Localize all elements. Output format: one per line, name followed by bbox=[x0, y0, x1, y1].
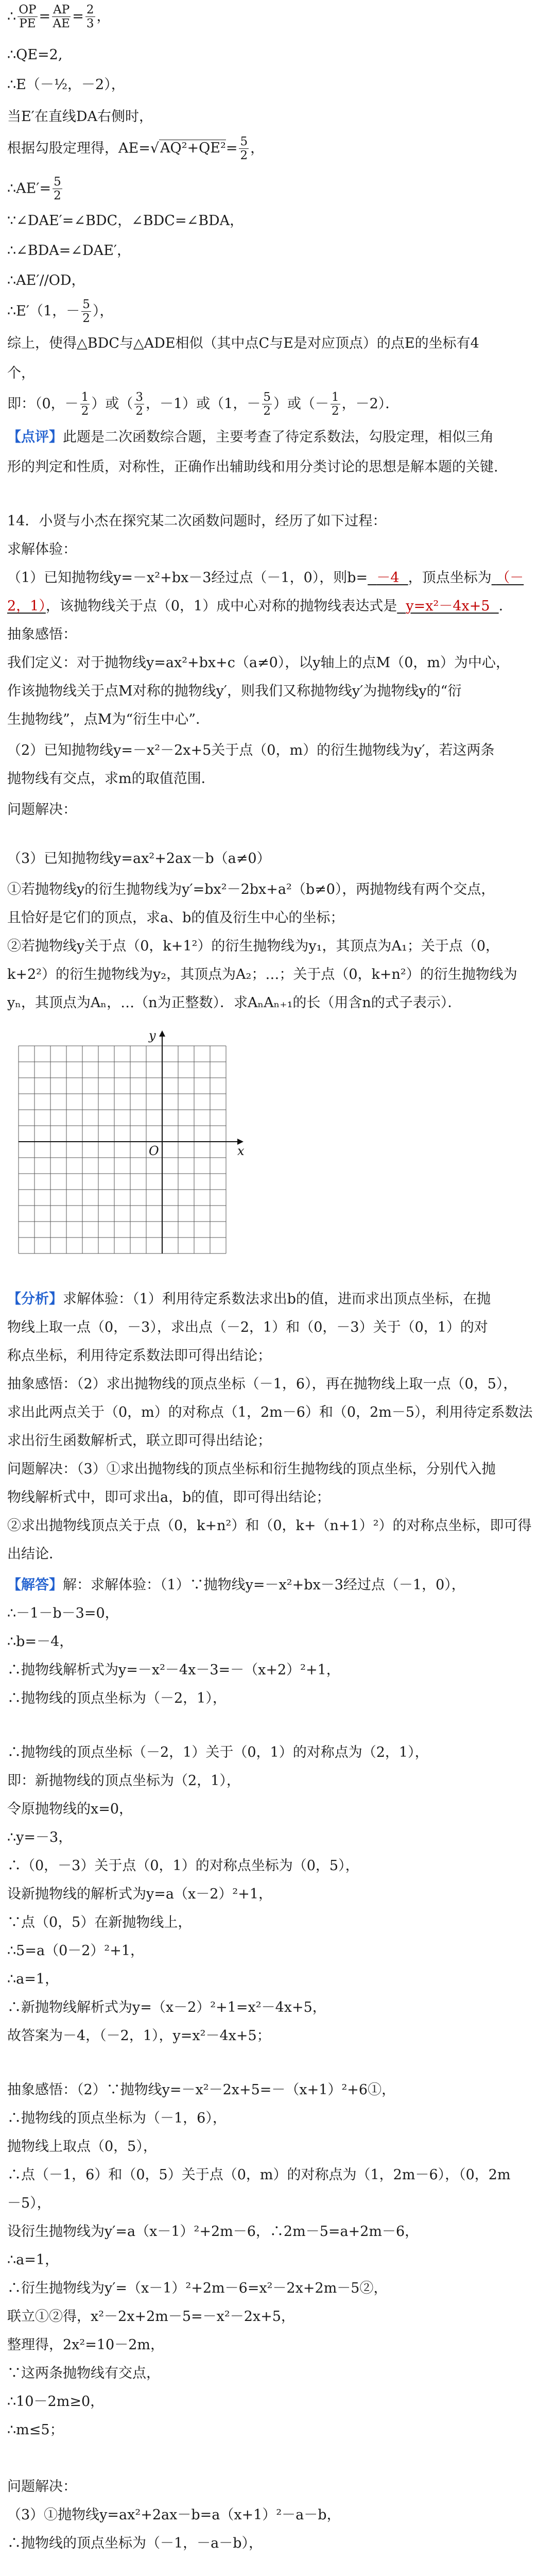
answer-blank-b: －4 bbox=[376, 570, 399, 586]
solution-tag: 【解答】 bbox=[7, 1577, 63, 1593]
text-line: 故答案为－4，（－2，1），y=x²－4x+5； bbox=[7, 2028, 271, 2044]
text-line: 物线解析式中，即可求出a，b的值，即可得出结论； bbox=[7, 1489, 331, 1505]
text-line: 即：新抛物线的顶点坐标为（2，1）， bbox=[7, 1773, 240, 1789]
text-line: yₙ，其顶点为Aₙ，…（n为正整数）．求AₙAₙ₊₁的长（用含n的式子表示）． bbox=[7, 995, 462, 1011]
text-line: ①若抛物线y的衍生抛物线为y′=bx²－2bx+a²（b≠0），两抛物线有两个交点， bbox=[7, 882, 495, 897]
text-line: 求出此两点关于（0，m）的对称点（1，2m－6）和（0，2m－5），利用待定系数法 bbox=[7, 1404, 533, 1420]
text-line: ∴5=a（0－2）²+1， bbox=[7, 1943, 145, 1959]
analysis-tag: 【分析】 bbox=[7, 1291, 63, 1307]
text-line: ∴y=－3， bbox=[7, 1829, 73, 1845]
text-line: 抽象感悟：（2）求出抛物线的顶点坐标（－1，6），再在抛物线上取一点（0，5）， bbox=[7, 1376, 517, 1392]
question-title: 14．小贤与小杰在探究某二次函数问题时，经历了如下过程： bbox=[7, 513, 387, 529]
text-line: ∴a=1， bbox=[7, 2252, 59, 2268]
text-line: ∴新抛物线解析式为y=（x－2）²+1=x²－4x+5， bbox=[7, 1999, 326, 2015]
text-line: 求出衍生函数解析式，联立即可得出结论； bbox=[7, 1433, 271, 1449]
comment-tag: 【点评】 bbox=[7, 429, 63, 445]
text-line: 作该抛物线关于点M对称的抛物线y′，则我们又称抛物线y′为抛物线y的“衍 bbox=[7, 683, 462, 699]
text-line: 令原抛物线的x=0， bbox=[7, 1801, 133, 1817]
text-line: 物线上取一点（0，－3），求出点（－2，1）和（0，－3）关于（0，1）的对 bbox=[7, 1319, 488, 1335]
text-line: ②求出抛物线顶点关于点（0，k+n²）和（0，k+（n+1）²）的对称点坐标，即可得 bbox=[7, 1518, 532, 1534]
text-line: 形的判定和性质，对称性，正确作出辅助线和用分类讨论的思想是解本题的关键. bbox=[7, 459, 498, 475]
text-line: 根据勾股定理得，AE=√AQ²+QE²= $\frac{5}{2}$ ， bbox=[7, 135, 265, 163]
origin-label: O bbox=[149, 1144, 159, 1158]
fraction: $\frac{2}{3}$ bbox=[86, 3, 94, 31]
text-line: ∴抛物线的顶点坐标（－2，1）关于（0，1）的对称点为（2，1）， bbox=[7, 1744, 429, 1760]
text-line: 称点坐标，利用待定系数法即可得出结论； bbox=[7, 1348, 271, 1364]
text-line: 出结论． bbox=[7, 1546, 63, 1562]
text-line: 抛物线有交点，求m的取值范围． bbox=[7, 771, 215, 787]
text-line: －5）， bbox=[7, 2195, 51, 2211]
text-line: 即：（0，－ $\frac{1}{2}$ ）或（ $\frac{3}{2}$ ，－1）或（1，－ $\frac{5}{2}$ ）或（－ $\frac{1}{2}$ ，－2）． bbox=[7, 391, 399, 418]
answer-blank-expression: y=x²－4x+5 bbox=[406, 598, 490, 614]
text-line: ∴QE=2, bbox=[7, 47, 63, 63]
analysis-line: 【分析】求解体验：（1）利用待定系数法求出b的值，进而求出顶点坐标，在抛 bbox=[7, 1291, 491, 1307]
text-line: 当E′在直线DA右侧时， bbox=[7, 109, 153, 125]
text-line: ②若抛物线y关于点（0，k+1²）的衍生抛物线为y₁，其顶点为A₁；关于点（0， bbox=[7, 938, 499, 954]
text-line: 问题解决： bbox=[7, 2479, 77, 2495]
text-line: ∴AE′//OD， bbox=[7, 273, 85, 289]
text-line: （1）已知抛物线y=－x²+bx－3经过点（－1，0），则b= －4 ，顶点坐标为 （－ bbox=[7, 570, 524, 586]
text-line: 综上，使得△BDC与△ADE相似（其中点C与E是对应顶点）的点E的坐标有4 bbox=[7, 335, 479, 351]
text-line: ∴E′（1，－ $\frac{5}{2}$ ）， bbox=[7, 298, 114, 326]
text-line: 生抛物线”，点M为“衍生中心”． bbox=[7, 711, 210, 727]
text-line: ∴抛物线的顶点坐标为（－1，6）， bbox=[7, 2110, 227, 2126]
text-line: ∴抛物线的顶点坐标为（－2，1）， bbox=[7, 1690, 227, 1706]
text-line: ∴（0，－3）关于点（0，1）的对称点坐标为（0，5）， bbox=[7, 1858, 359, 1874]
text-line: ∵点（0，5）在新抛物线上， bbox=[7, 1914, 192, 1930]
text-line: 2，1），该抛物线关于点（0，1）成中心对称的抛物线表达式是 y=x²－4x+5 ． bbox=[7, 598, 513, 614]
text-line: k+2²）的衍生抛物线为y₂，其顶点为A₂；…；关于点（0，k+n²）的衍生抛物线为 bbox=[7, 967, 517, 982]
text-line: 问题解决：（3）①求出抛物线的顶点坐标和衍生抛物线的顶点坐标，分别代入抛 bbox=[7, 1461, 496, 1477]
text-line: ∴抛物线的顶点坐标为（－1，－a－b）， bbox=[7, 2535, 263, 2551]
fraction: $\frac{AP}{AE}$ bbox=[53, 3, 70, 31]
text-line: 个， bbox=[7, 365, 35, 381]
text-line: ∴E（－½，－2）， bbox=[7, 77, 125, 93]
y-axis-arrow bbox=[159, 1030, 165, 1037]
text-line: 抽象感悟：（2）∵抛物线y=－x²－2x+5=－（x+1）²+6①， bbox=[7, 2082, 396, 2098]
text-line: （3）已知抛物线y=ax²+2ax－b（a≠0） bbox=[7, 851, 271, 867]
solution-line: 【解答】解：求解体验：（1）∵抛物线y=－x²+bx－3经过点（－1，0）， bbox=[7, 1577, 465, 1593]
ratio-line: ∴ $\frac{OP}{PE}$ = $\frac{AP}{AE}$ = $\frac{2}{3}$ ， bbox=[7, 3, 111, 31]
text-line: 且恰好是它们的顶点，求a、b的值及衍生中心的坐标； bbox=[7, 910, 344, 926]
text-line: ∴m≤5； bbox=[7, 2422, 64, 2438]
text-line: ∴10－2m≥0， bbox=[7, 2394, 105, 2410]
text-line: ∴抛物线解析式为y=－x²－4x－3=－（x+2）²+1， bbox=[7, 1662, 340, 1678]
text-line: 抽象感悟： bbox=[7, 626, 77, 642]
y-axis-label: y bbox=[149, 1030, 156, 1043]
text-line: ∴衍生抛物线为y′=（x－1）²+2m－6=x²－2x+2m－5②， bbox=[7, 2280, 388, 2296]
text-line: 整理得，2x²=10－2m， bbox=[7, 2337, 164, 2353]
answer-blank-vertex: （－ bbox=[496, 570, 524, 586]
text-line: ∴－1－b－3=0， bbox=[7, 1605, 119, 1621]
comment-line: 【点评】此题是二次函数综合题，主要考查了待定系数法，勾股定理，相似三角 bbox=[7, 429, 494, 445]
text-line: 抛物线上取点（0，5）， bbox=[7, 2139, 157, 2155]
x-axis-label: x bbox=[237, 1144, 245, 1158]
text-line: ∴∠BDA=∠DAE′， bbox=[7, 243, 131, 259]
text-line: 问题解决： bbox=[7, 802, 77, 818]
text-line: 求解体验： bbox=[7, 541, 77, 557]
text-line: 我们定义：对于抛物线y=ax²+bx+c（a≠0），以y轴上的点M（0，m）为中心， bbox=[7, 655, 510, 671]
text-line: （3）①抛物线y=ax²+2ax－b=a（x+1）²－a－b， bbox=[7, 2507, 341, 2523]
text-line: 联立①②得，x²－2x+2m－5=－x²－2x+5， bbox=[7, 2309, 295, 2325]
text-line: ∴a=1， bbox=[7, 1971, 59, 1987]
grid-svg bbox=[7, 1030, 275, 1267]
text-line: ∴AE′= $\frac{5}{2}$ bbox=[7, 175, 61, 203]
text-line: （2）已知抛物线y=－x²－2x+5关于点（0，m）的衍生抛物线为y′，若这两条 bbox=[7, 742, 495, 758]
text-line: ∴b=－4， bbox=[7, 1634, 74, 1650]
text-line: 设新抛物线的解析式为y=a（x－2）²+1， bbox=[7, 1886, 273, 1902]
coordinate-grid bbox=[7, 1030, 275, 1267]
text-line: ∵这两条抛物线有交点， bbox=[7, 2365, 160, 2381]
text-line: 设衍生抛物线为y′=a（x－1）²+2m－6，∴2m－5=a+2m－6， bbox=[7, 2224, 419, 2240]
fraction: $\frac{OP}{PE}$ bbox=[19, 3, 37, 31]
text-line: ∵∠DAE′=∠BDC，∠BDC=∠BDA， bbox=[7, 213, 244, 229]
text-line: ∴点（－1，6）和（0，5）关于点（0，m）的对称点为（1，2m－6），（0，2m bbox=[7, 2167, 511, 2183]
